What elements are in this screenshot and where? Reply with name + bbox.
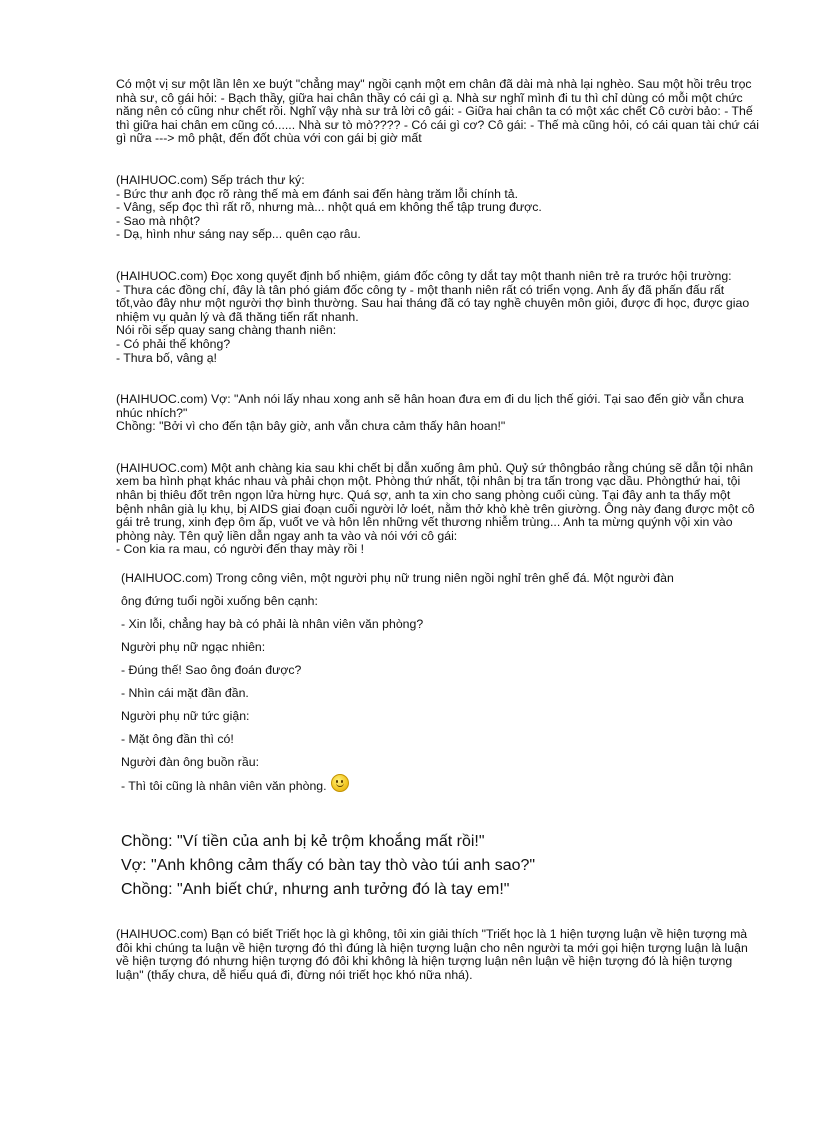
- paragraph: (HAIHUOC.com) Đọc xong quyết định bổ nhiệm, giám đốc công ty dắt tay một thanh niên trẻ ra trước hội trường:: [116, 268, 732, 283]
- paragraph: - Mặt ông đần thì có!: [121, 732, 234, 747]
- story-underworld: [116, 462, 760, 557]
- paragraph: - Con kia ra mau, có người đến thay mày rồi !: [116, 542, 364, 557]
- paragraph: (HAIHUOC.com) Vợ: "Anh nói lấy nhau xong anh sẽ hân hoan đưa em đi du lịch thế giới. Tại sao đến giờ vẫn chưa nhúc nhích?": [116, 392, 744, 420]
- paragraph: - Có phải thế không?: [116, 336, 231, 351]
- paragraph: - Thì tôi cũng là nhân viên văn phòng.: [121, 779, 327, 794]
- story-philosophy: [116, 928, 760, 982]
- paragraph: - Bức thư anh đọc rõ ràng thế mà em đánh sai đến hàng trăm lỗi chính tả.: [116, 186, 518, 201]
- paragraph: Nói rồi sếp quay sang chàng thanh niên:: [116, 323, 337, 338]
- paragraph: (HAIHUOC.com) Một anh chàng kia sau khi chết bị dẫn xuống âm phủ. Quỷ sứ thôngbáo rằng chúng sẽ dẫn tội nhân xem ba hình phạt khác nhau và phải chọn một. Phòng thứ nhất, tội nhân bị tra tấn trong vạc dầu. Phòngthứ hai, tội nhân bị thiêu đốt trên ngọn lửa hừng hực. Quá sợ, anh ta xin cho sang phòng cuối cùng. Tại đây anh ta thấy một bệnh nhân già lụ khụ, bị AIDS giai đoạn cuối người lở loét, nằm thở khò khè trên giường. Ông này đang được một cô gái trẻ trung, xinh đẹp ôm ấp, vuốt ve và hôn lên những vết thương nhiễm trùng... Anh ta mừng quýnh vội xin vào phòng này. Tên quỷ liền dẫn ngay anh ta vào và nói với cô gái:: [116, 460, 755, 543]
- smiley-face-icon: [331, 774, 349, 792]
- story-secretary: [116, 174, 760, 242]
- paragraph-with-emoticon: [121, 774, 760, 798]
- story-office-worker: [116, 567, 760, 798]
- paragraph: - Thưa bố, vâng ạ!: [116, 350, 217, 365]
- paragraph: - Vâng, sếp đọc thì rất rõ, nhưng mà... nhột quá em không thể tập trung được.: [116, 200, 542, 215]
- paragraph: Chồng: "Bởi vì cho đến tận bây giờ, anh vẫn chưa cảm thấy hân hoan!": [116, 419, 506, 434]
- paragraph: Người phụ nữ tức giận:: [121, 709, 250, 724]
- paragraph: Chồng: "Ví tiền của anh bị kẻ trộm khoắng mất rồi!": [121, 833, 485, 851]
- story-honeymoon: [116, 393, 760, 434]
- story-wallet: [116, 830, 760, 902]
- paragraph: - Xin lỗi, chẳng hay bà có phải là nhân viên văn phòng?: [121, 617, 424, 632]
- paragraph: - Nhìn cái mặt đần đần.: [121, 686, 249, 701]
- paragraph: Có một vị sư một lần lên xe buýt "chẳng may" ngồi cạnh một em chân đã dài mà nhà lại nghèo. Sau một hồi trêu trọc nhà sư, cô gái hỏi: - Bạch thầy, giữa hai chân thầy có cái gì ạ. Nhà sư nghĩ mình đi tu thì chỉ dùng có mỗi một chức năng nên có cũng như chết rồi. Nghĩ vậy nhà sư trả lời cô gái: - Giữa hai chân ta có một xác chết Cô cười bảo: - Thế thì giữa hai chân em cũng có...... Nhà sư tò mò???? - Có cái gì cơ? Cô gái: - Thế mà cũng hỏi, có cái quan tài chứ cái gì nữa ---> mô phật, đến đốt chùa với con gái bị giờ mất: [116, 77, 759, 146]
- paragraph: (HAIHUOC.com) Trong công viên, một người phụ nữ trung niên ngồi nghỉ trên ghế đá. Một người đàn: [121, 571, 674, 586]
- story-monk: [116, 78, 760, 146]
- paragraph: (HAIHUOC.com) Bạn có biết Triết học là gì không, tôi xin giải thích "Triết học là 1 hiện tượng luận về hiện tượng mà đôi khi chúng ta luận về hiện tượng đó thì đúng là hiện tượng luận cho nên người ta mới gọi hiện tượng luận là luận về hiện tượng đó nhưng hiện tượng đó đôi khi không là hiện tượng luận nên luận về hiện tượng đó là hiện tượng luận" (thấy chưa, dễ hiểu quá đi, đừng nói triết học khó nữa nhá).: [116, 927, 748, 982]
- paragraph: Người đàn ông buồn rầu:: [121, 755, 259, 770]
- paragraph: Chồng: "Anh biết chứ, nhưng anh tưởng đó là tay em!": [121, 881, 510, 899]
- paragraph: Vợ: "Anh không cảm thấy có bàn tay thò vào túi anh sao?": [121, 857, 536, 875]
- paragraph: ông đứng tuổi ngồi xuống bên cạnh:: [121, 594, 318, 609]
- document-page: [116, 78, 760, 982]
- paragraph: Người phụ nữ ngạc nhiên:: [121, 640, 266, 655]
- paragraph: (HAIHUOC.com) Sếp trách thư ký:: [116, 172, 305, 187]
- story-deputy-director: [116, 270, 760, 365]
- paragraph: - Sao mà nhột?: [116, 213, 201, 228]
- paragraph: - Đúng thế! Sao ông đoán được?: [121, 663, 302, 678]
- paragraph: - Thưa các đồng chí, đây là tân phó giám đốc công ty - một thanh niên rất có triển vọng. Anh ấy đã phấn đấu rất tốt,vào đây như một người thợ bình thường. Sau hai tháng đã có tay nghề chuyên môn giỏi, được đi học, được giao nhiệm vụ quản lý và đã thăng tiến rất nhanh.: [116, 282, 750, 324]
- paragraph: - Dạ, hình như sáng nay sếp... quên cạo râu.: [116, 227, 361, 242]
